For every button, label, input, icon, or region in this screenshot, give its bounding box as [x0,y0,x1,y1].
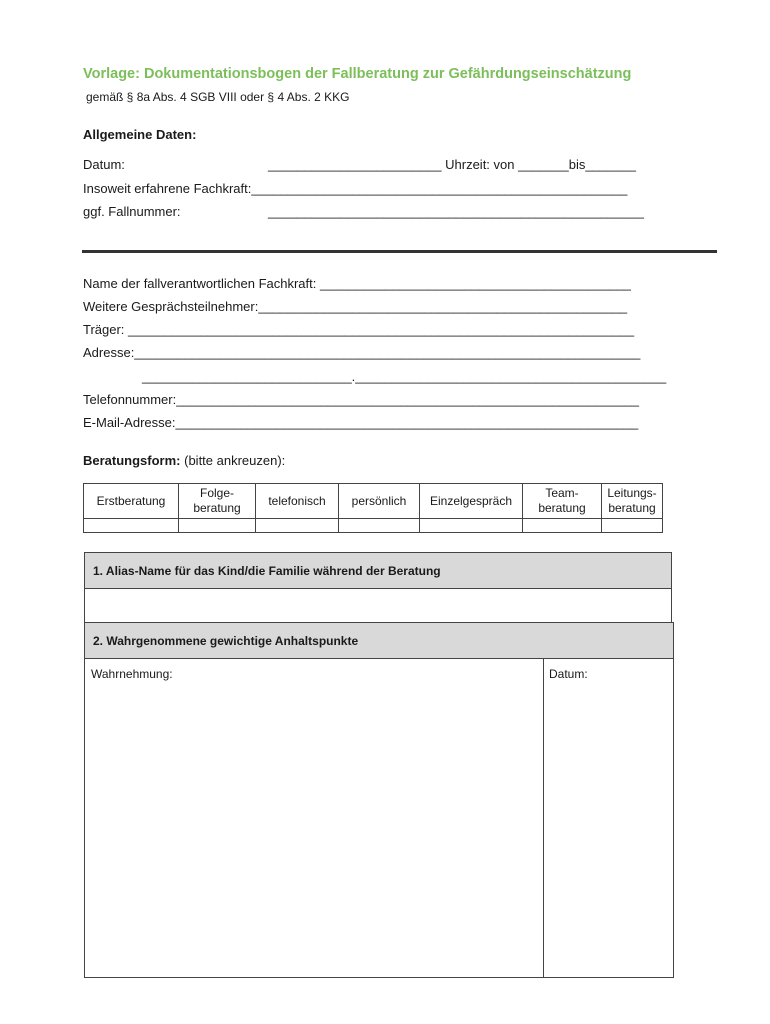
col-leitungsberatung: Leitungs- beratung [602,484,663,519]
beratungsform-table [83,483,663,533]
anhaltspunkte-heading: 2. Wahrgenommene gewichtige Anhaltspunkte [85,623,673,659]
datum-uhrzeit-field[interactable]: ________________________ Uhrzeit: von _______bis_______ [268,157,636,172]
general-data-heading: Allgemeine Daten: [83,127,197,142]
beratungsform-header-row [84,484,663,519]
anhaltspunkte-section [84,622,674,978]
alias-input-area[interactable] [85,589,671,623]
adresse-field[interactable]: Adresse:______________________________________________________________________ [83,345,641,360]
beratungsform-checkbox-row [84,519,663,533]
col-persoenlich: persönlich [339,484,420,519]
datum-cell[interactable] [543,659,673,977]
checkbox-leitungsberatung[interactable] [602,519,663,533]
wahrnehmung-label: Wahrnehmung: [91,667,173,681]
telefon-field[interactable]: Telefonnummer:________________________________________________________________ [83,392,639,407]
alias-heading: 1. Alias-Name für das Kind/die Familie während der Beratung [85,553,671,589]
checkbox-folgeberatung[interactable] [179,519,256,533]
col-erstberatung: Erstberatung [84,484,179,519]
fallnummer-label: ggf. Fallnummer: [83,204,181,219]
traeger-field[interactable]: Träger: ______________________________________________________________________ [83,322,635,337]
fallverantwortliche-fachkraft-field[interactable]: Name der fallverantwortlichen Fachkraft: ___________________________________________ [83,276,631,291]
datum-cell-label: Datum: [549,667,588,681]
document-title: Vorlage: Dokumentationsbogen der Fallberatung zur Gefährdungseinschätzung [83,66,632,82]
fachkraft-field[interactable]: Insoweit erfahrene Fachkraft:____________________________________________________ [83,181,628,196]
col-telefonisch: telefonisch [256,484,339,519]
col-folgeberatung: Folge- beratung [179,484,256,519]
col-teamberatung: Team- beratung [523,484,602,519]
section-divider [82,250,717,253]
alias-section [84,552,672,624]
checkbox-einzelgespraech[interactable] [420,519,523,533]
fallnummer-field[interactable]: ____________________________________________________ [268,204,644,219]
beratungsform-label-bold: Beratungsform: [83,453,181,468]
adresse-field-line2[interactable]: _____________________________.___________________________________________ [142,369,667,384]
email-field[interactable]: E-Mail-Adresse:________________________________________________________________ [83,415,639,430]
checkbox-persoenlich[interactable] [339,519,420,533]
beratungsform-label-hint: (bitte ankreuzen): [180,453,286,468]
datum-label: Datum: [83,157,125,172]
checkbox-erstberatung[interactable] [84,519,179,533]
col-einzelgespraech: Einzelgespräch [420,484,523,519]
gespraechsteilnehmer-field[interactable]: Weitere Gesprächsteilnehmer:___________________________________________________ [83,299,628,314]
wahrnehmung-cell[interactable] [85,659,544,977]
document-subtitle: gemäß § 8a Abs. 4 SGB VIII oder § 4 Abs. 2 KKG [86,90,350,104]
checkbox-teamberatung[interactable] [523,519,602,533]
checkbox-telefonisch[interactable] [256,519,339,533]
beratungsform-label [83,453,285,468]
